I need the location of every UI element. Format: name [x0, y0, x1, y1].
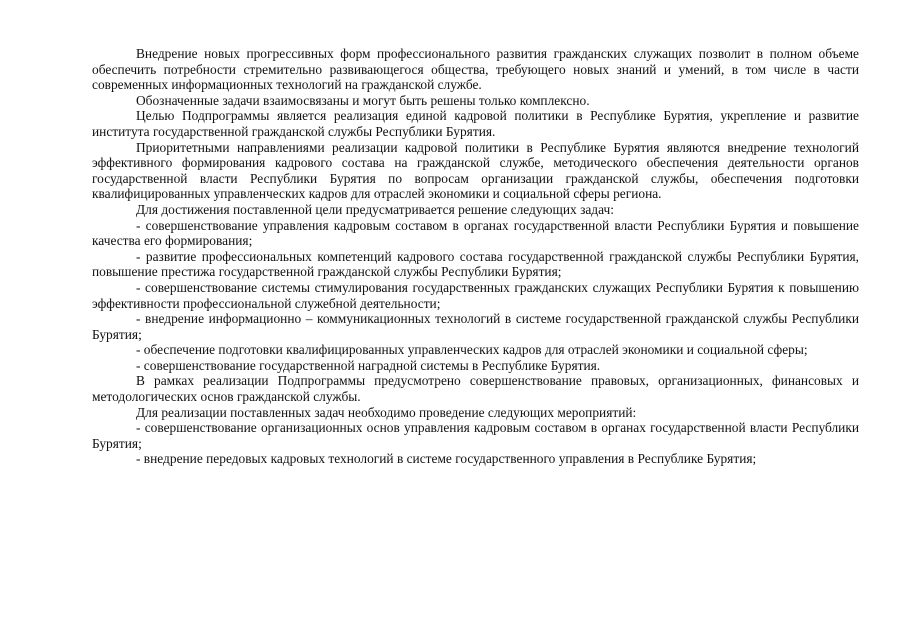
list-item-measure-2: - внедрение передовых кадровых технологий в системе государственного управления в Республике Бурятия;	[136, 451, 757, 467]
paragraph-professional-development: Внедрение новых прогрессивных форм профессионального развития гражданских служащих позволит в полном объеме обеспечить потребности стремительно развивающегося общества, требующего новых знаний и умений, в том числе в части современных информационных технологий на гражданской службе.	[92, 46, 859, 93]
list-item-task-4: - внедрение информационно – коммуникационных технологий в системе государственной гражданской службы Республики Бурятия;	[92, 311, 859, 342]
paragraph-program-goal: Целью Подпрограммы является реализация единой кадровой политики в Республике Бурятия, укрепление и развитие института государственной гражданской службы Республики Бурятия.	[92, 108, 859, 139]
document-body	[92, 46, 859, 467]
list-item-task-5: - обеспечение подготовки квалифицированных управленческих кадров для отраслей экономики и социальной сферы;	[136, 342, 808, 358]
paragraph-program-framework: В рамках реализации Подпрограммы предусмотрено совершенствование правовых, организационных, финансовых и методологических основ гражданской службы.	[92, 373, 859, 405]
paragraph-measures-intro: Для реализации поставленных задач необходимо проведение следующих мероприятий:	[136, 404, 637, 420]
list-item-task-2: - развитие профессиональных компетенций кадрового состава государственной гражданской службы Республики Бурятия, повышение престижа государственной гражданской службы Республики Бурятия;	[92, 248, 859, 280]
list-item-measure-1: - совершенствование организационных основ управления кадровым составом в органах государственной власти Республики Бурятия;	[92, 420, 859, 451]
paragraph-tasks-intro: Для достижения поставленной цели предусматривается решение следующих задач:	[136, 201, 614, 217]
paragraph-complex-tasks: Обозначенные задачи взаимосвязаны и могут быть решены только комплексно.	[136, 92, 590, 108]
list-item-task-3: - совершенствование системы стимулирования государственных гражданских служащих Республики Бурятия к повышению эффективности профессиональной служебной деятельности;	[92, 279, 859, 311]
list-item-task-6: - совершенствование государственной наградной системы в Республике Бурятия.	[136, 357, 601, 373]
list-item-task-1: - совершенствование управления кадровым составом в органах государственной власти Республики Бурятия и повышение качества его формирования;	[92, 217, 859, 249]
paragraph-priority-directions: Приоритетными направлениями реализации кадровой политики в Республике Бурятия являются внедрение технологий эффективного формирования кадрового состава на гражданской службе, методического обеспечения деятельности органов государственной власти Республики Бурятия по вопросам организации гражданской службы, обеспечения подготовки квалифицированных управленческих кадров для отраслей экономики и социальной сферы региона.	[92, 139, 859, 202]
